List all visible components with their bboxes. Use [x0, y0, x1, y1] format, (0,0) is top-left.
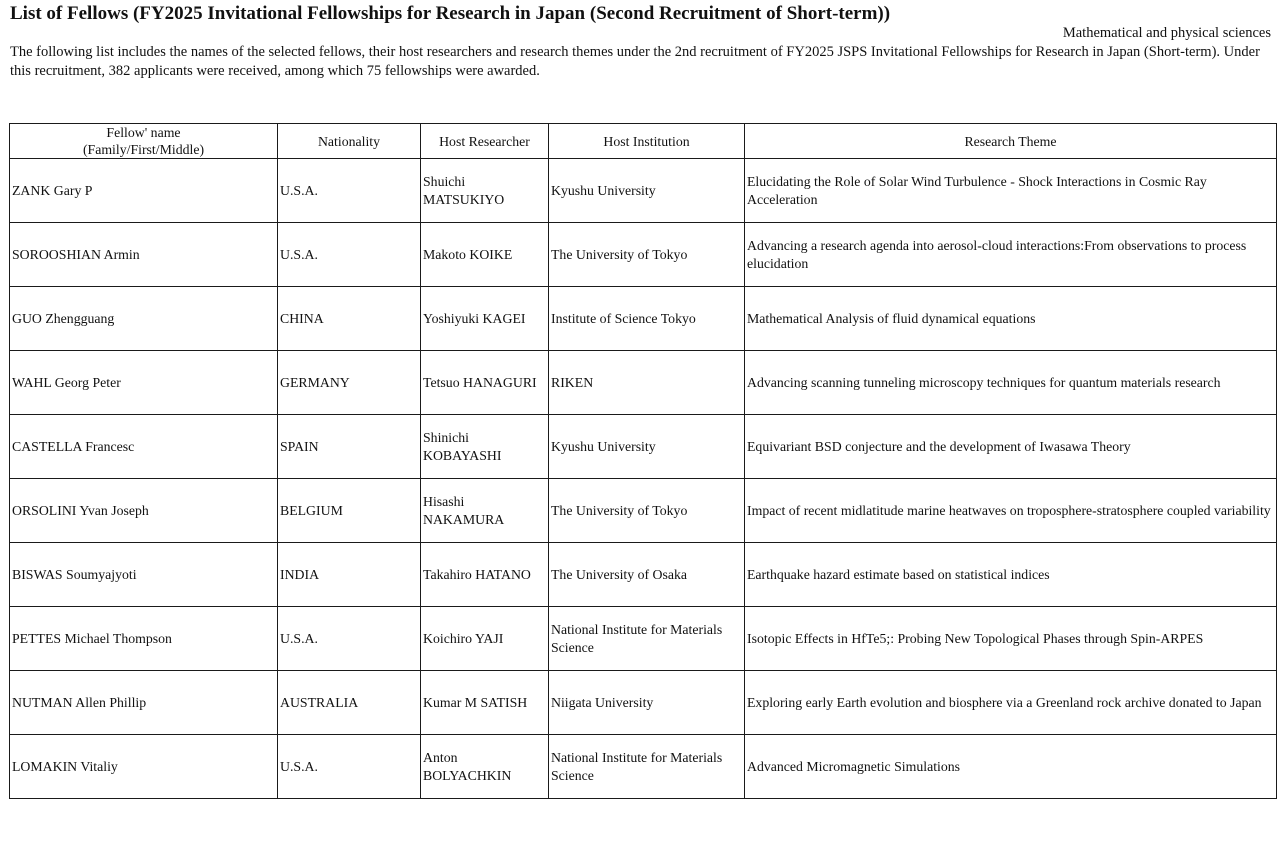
table-row [10, 607, 1277, 671]
table-header-row [10, 124, 1277, 159]
cell-fellow-name: ZANK Gary P [10, 159, 278, 223]
cell-fellow-name: SOROOSHIAN Armin [10, 223, 278, 287]
cell-research-theme: Advancing scanning tunneling microscopy techniques for quantum materials research [745, 351, 1277, 415]
cell-fellow-name: NUTMAN Allen Phillip [10, 671, 278, 735]
cell-research-theme: Equivariant BSD conjecture and the development of Iwasawa Theory [745, 415, 1277, 479]
cell-research-theme: Mathematical Analysis of fluid dynamical equations [745, 287, 1277, 351]
cell-fellow-name: BISWAS Soumyajyoti [10, 543, 278, 607]
cell-nationality: CHINA [278, 287, 421, 351]
cell-fellow-name: LOMAKIN Vitaliy [10, 735, 278, 799]
header-fellow-name-line2: (Family/First/Middle) [82, 142, 205, 157]
table-row [10, 415, 1277, 479]
header-fellow-name-line1: Fellow' name [106, 125, 181, 140]
table-row [10, 735, 1277, 799]
table-row [10, 223, 1277, 287]
page-title: List of Fellows (FY2025 Invitational Fellowships for Research in Japan (Second Recruitment of Short-term)) [10, 3, 891, 24]
cell-host-institution: The University of Osaka [549, 543, 745, 607]
header-research-theme: Research Theme [745, 124, 1277, 159]
cell-nationality: U.S.A. [278, 735, 421, 799]
cell-research-theme: Isotopic Effects in HfTe5;: Probing New Topological Phases through Spin-ARPES [745, 607, 1277, 671]
header-host-institution: Host Institution [549, 124, 745, 159]
cell-host-researcher: Makoto KOIKE [421, 223, 549, 287]
cell-nationality: BELGIUM [278, 479, 421, 543]
cell-research-theme: Exploring early Earth evolution and biosphere via a Greenland rock archive donated to Japan [745, 671, 1277, 735]
cell-nationality: U.S.A. [278, 223, 421, 287]
cell-fellow-name: PETTES Michael Thompson [10, 607, 278, 671]
fellows-table [9, 123, 1277, 799]
cell-research-theme: Advancing a research agenda into aerosol-cloud interactions:From observations to process elucidation [745, 223, 1277, 287]
cell-research-theme: Elucidating the Role of Solar Wind Turbulence - Shock Interactions in Cosmic Ray Acceleration [745, 159, 1277, 223]
cell-host-institution: National Institute for Materials Science [549, 735, 745, 799]
cell-host-researcher: Kumar M SATISH [421, 671, 549, 735]
table-row [10, 351, 1277, 415]
cell-host-researcher: Takahiro HATANO [421, 543, 549, 607]
cell-host-researcher: Koichiro YAJI [421, 607, 549, 671]
cell-research-theme: Earthquake hazard estimate based on statistical indices [745, 543, 1277, 607]
cell-host-institution: Kyushu University [549, 415, 745, 479]
cell-nationality: SPAIN [278, 415, 421, 479]
intro-paragraph: The following list includes the names of the selected fellows, their host researchers and research themes under the 2nd recruitment of FY2025 JSPS Invitational Fellowships for Research in Japan (Short-term). Under this recruitment, 382 applicants were received, among which 75 fellowships were awarded. [10, 44, 1260, 79]
cell-host-institution: Kyushu University [549, 159, 745, 223]
cell-nationality: GERMANY [278, 351, 421, 415]
cell-host-institution: National Institute for Materials Science [549, 607, 745, 671]
cell-host-researcher: Yoshiyuki KAGEI [421, 287, 549, 351]
cell-host-researcher: Hisashi NAKAMURA [421, 479, 549, 543]
cell-host-institution: The University of Tokyo [549, 223, 745, 287]
field-category: Mathematical and physical sciences [1062, 25, 1271, 41]
table-row [10, 479, 1277, 543]
cell-fellow-name: CASTELLA Francesc [10, 415, 278, 479]
cell-host-institution: RIKEN [549, 351, 745, 415]
cell-fellow-name: GUO Zhengguang [10, 287, 278, 351]
cell-fellow-name: ORSOLINI Yvan Joseph [10, 479, 278, 543]
cell-host-researcher: Anton BOLYACHKIN [421, 735, 549, 799]
header-host-researcher: Host Researcher [421, 124, 549, 159]
cell-host-researcher: Tetsuo HANAGURI [421, 351, 549, 415]
cell-research-theme: Impact of recent midlatitude marine heatwaves on troposphere-stratosphere coupled variability [745, 479, 1277, 543]
table-row [10, 159, 1277, 223]
cell-nationality: U.S.A. [278, 607, 421, 671]
cell-nationality: INDIA [278, 543, 421, 607]
table-row [10, 671, 1277, 735]
cell-host-researcher: Shinichi KOBAYASHI [421, 415, 549, 479]
header-nationality: Nationality [278, 124, 421, 159]
cell-nationality: AUSTRALIA [278, 671, 421, 735]
table-row [10, 543, 1277, 607]
cell-fellow-name: WAHL Georg Peter [10, 351, 278, 415]
table-row [10, 287, 1277, 351]
cell-nationality: U.S.A. [278, 159, 421, 223]
cell-host-researcher: Shuichi MATSUKIYO [421, 159, 549, 223]
cell-host-institution: Niigata University [549, 671, 745, 735]
cell-research-theme: Advanced Micromagnetic Simulations [745, 735, 1277, 799]
header-fellow-name [10, 124, 278, 159]
cell-host-institution: Institute of Science Tokyo [549, 287, 745, 351]
cell-host-institution: The University of Tokyo [549, 479, 745, 543]
